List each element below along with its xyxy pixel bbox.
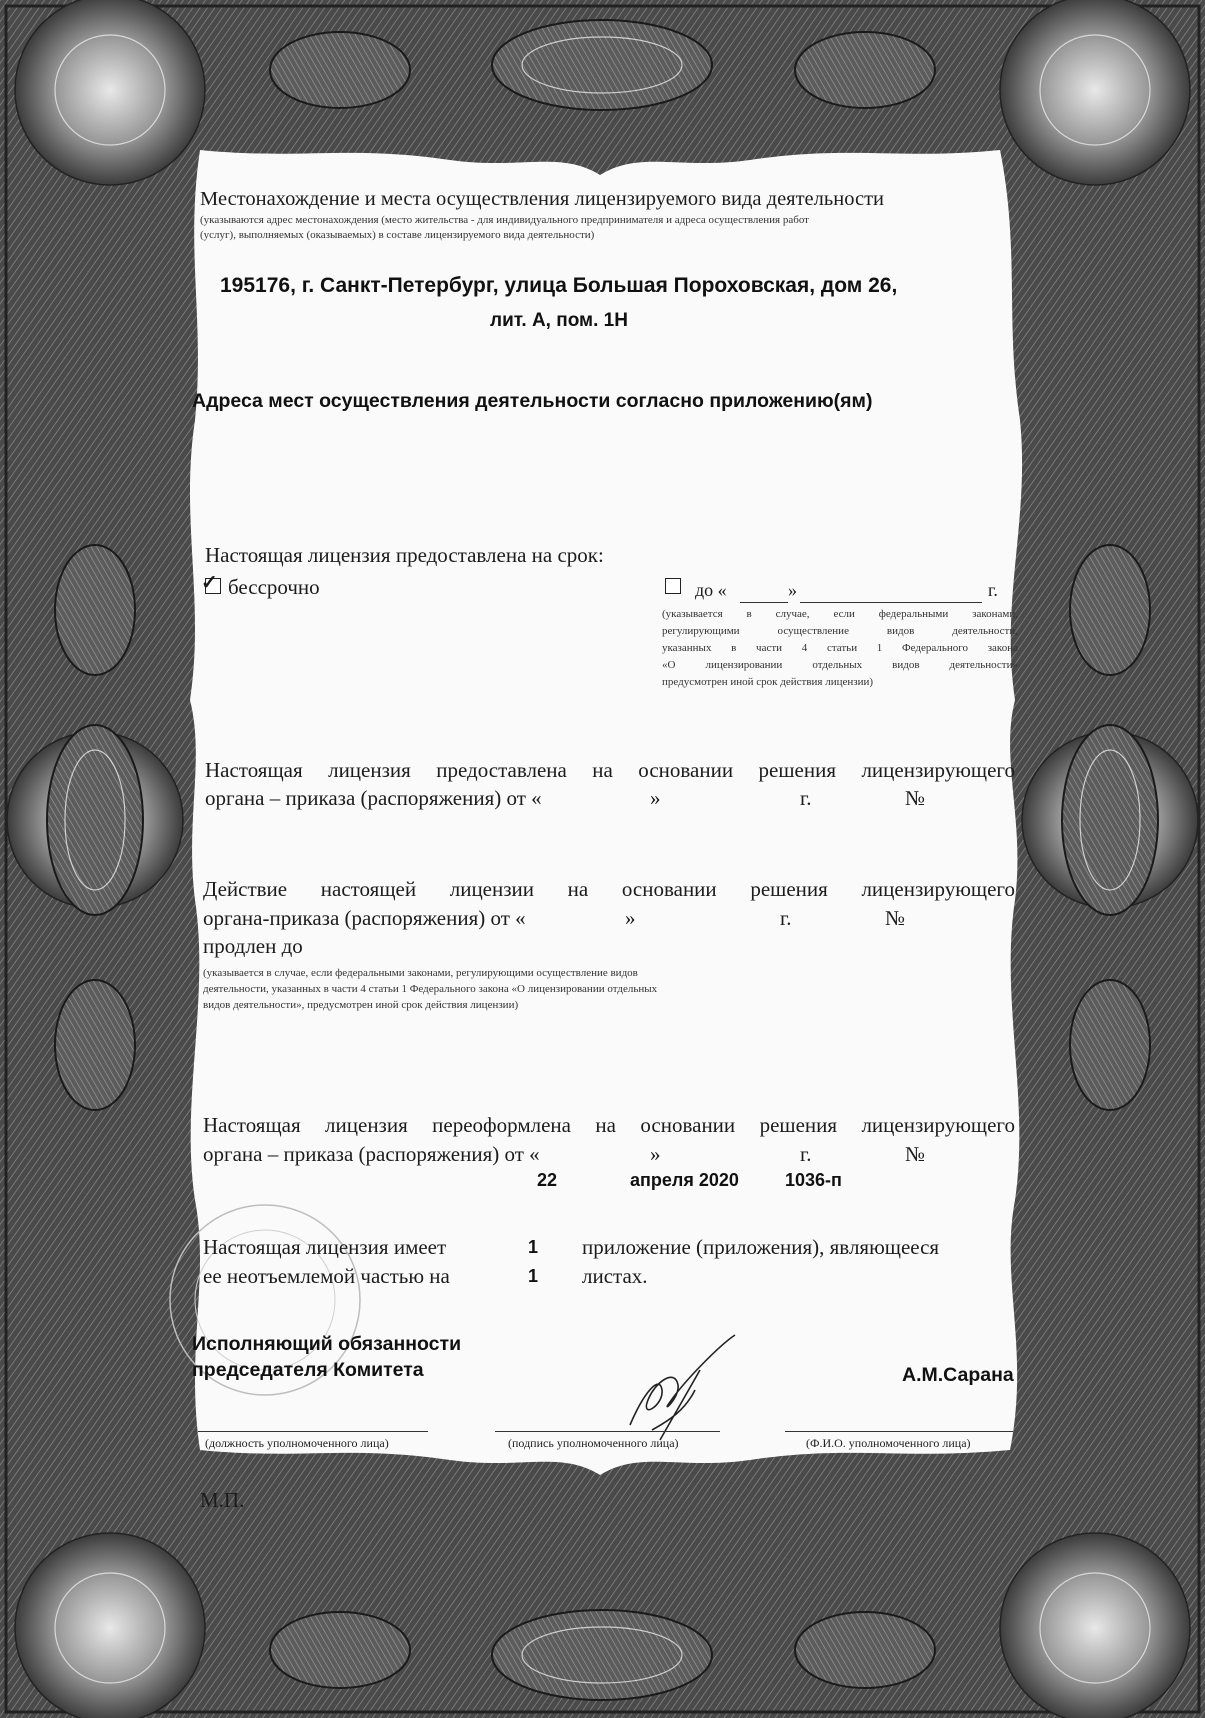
- caption-name: (Ф.И.О. уполномоченного лица): [806, 1436, 971, 1450]
- appendix-address-line: Адреса мест осуществления деятельности согласно приложению(ям): [192, 390, 873, 412]
- extension-line2: органа-приказа (распоряжения) от «: [203, 906, 526, 930]
- address-line2: лит. А, пом. 1Н: [490, 310, 628, 331]
- reissue-day: 22: [537, 1170, 558, 1190]
- appendix-count: 1: [528, 1237, 539, 1257]
- reissue-year-suffix: г.: [800, 1142, 812, 1166]
- extension-quote-close: »: [625, 906, 636, 930]
- extension-note-3: видов деятельности», предусмотрен иной срок действия лицензии): [203, 999, 519, 1011]
- location-note-line2: (услуг), выполняемых (оказываемых) в составе лицензируемого вида деятельности): [200, 229, 595, 241]
- basis-line2: органа – приказа (распоряжения) от «: [205, 786, 542, 810]
- until-label: до «: [695, 580, 727, 600]
- location-title: Местонахождение и места осуществления лицензируемого вида деятельности: [200, 188, 884, 210]
- basis-quote-close: »: [650, 786, 661, 810]
- caption-position: (должность уполномоченного лица): [205, 1436, 389, 1450]
- until-month-line: [800, 602, 982, 603]
- reissue-number-sign: №: [905, 1142, 926, 1166]
- until-note-1: (указывается в случае, если федеральными законами,: [662, 608, 1018, 620]
- signature-line: [495, 1431, 720, 1432]
- until-note-2: регулирующими осуществление видов деятельности,: [662, 625, 1018, 637]
- indefinite-label: бессрочно: [228, 575, 320, 599]
- signatory-position-line1: Исполняющий обязанности: [192, 1333, 462, 1355]
- appendix-line1-b: приложение (приложения), являющееся: [582, 1235, 940, 1259]
- appendix-line2-b: листах.: [582, 1264, 648, 1288]
- basis-number-sign: №: [905, 786, 926, 810]
- appendix-line2-a: ее неотъемлемой частью на: [203, 1264, 450, 1288]
- extension-note-1: (указывается в случае, если федеральными законами, регулирующими осуществление видов: [203, 967, 638, 979]
- extension-number-sign: №: [885, 906, 906, 930]
- position-signature-line: [198, 1431, 428, 1432]
- signatory-position-line2: председателя Комитета: [192, 1359, 424, 1381]
- reissue-quote-close: »: [650, 1142, 661, 1166]
- check-mark-icon: ✓: [201, 572, 218, 594]
- basis-line1: Настоящая лицензия предоставлена на основании решения лицензирующего: [205, 758, 1015, 782]
- caption-signature: (подпись уполномоченного лица): [508, 1436, 679, 1450]
- until-day-line: [740, 602, 788, 603]
- until-note-4: «О лицензировании отдельных видов деятельности»: [662, 659, 1018, 671]
- basis-year-suffix: г.: [800, 786, 812, 810]
- extension-year-suffix: г.: [780, 906, 792, 930]
- extension-note-2: деятельности, указанных в части 4 статьи 1 Федерального закона «О лицензировании отдельных: [203, 983, 658, 995]
- address-line1: 195176, г. Санкт-Петербург, улица Большая Пороховская, дом 26,: [220, 274, 898, 297]
- reissue-number: 1036-п: [785, 1170, 842, 1190]
- location-note-line1: (указываются адрес местонахождения (место жительства - для индивидуального предпринимателя и адреса осуществления работ: [200, 214, 809, 226]
- signatory-name: А.М.Сарана: [902, 1364, 1014, 1386]
- until-year-suffix: г.: [988, 580, 998, 600]
- until-note-5: предусмотрен иной срок действия лицензии): [662, 676, 874, 688]
- extension-line3: продлен до: [203, 934, 303, 958]
- term-heading: Настоящая лицензия предоставлена на срок:: [205, 543, 604, 567]
- stamp-mark: М.П.: [200, 1488, 245, 1512]
- reissue-line1: Настоящая лицензия переоформлена на основании решения лицензирующего: [203, 1113, 1015, 1137]
- until-quote-close: »: [788, 580, 797, 600]
- name-signature-line: [785, 1431, 1013, 1432]
- reissue-line2: органа – приказа (распоряжения) от «: [203, 1142, 540, 1166]
- appendix-sheets: 1: [528, 1266, 539, 1286]
- appendix-line1-a: Настоящая лицензия имеет: [203, 1235, 447, 1259]
- handwritten-signature: [600, 1330, 750, 1450]
- until-note-3: указанных в части 4 статьи 1 Федерального закона: [662, 642, 1018, 654]
- reissue-month-year: апреля 2020: [630, 1170, 739, 1190]
- extension-line1: Действие настоящей лицензии на основании решения лицензирующего: [203, 877, 1015, 901]
- until-date-checkbox[interactable]: [665, 578, 681, 594]
